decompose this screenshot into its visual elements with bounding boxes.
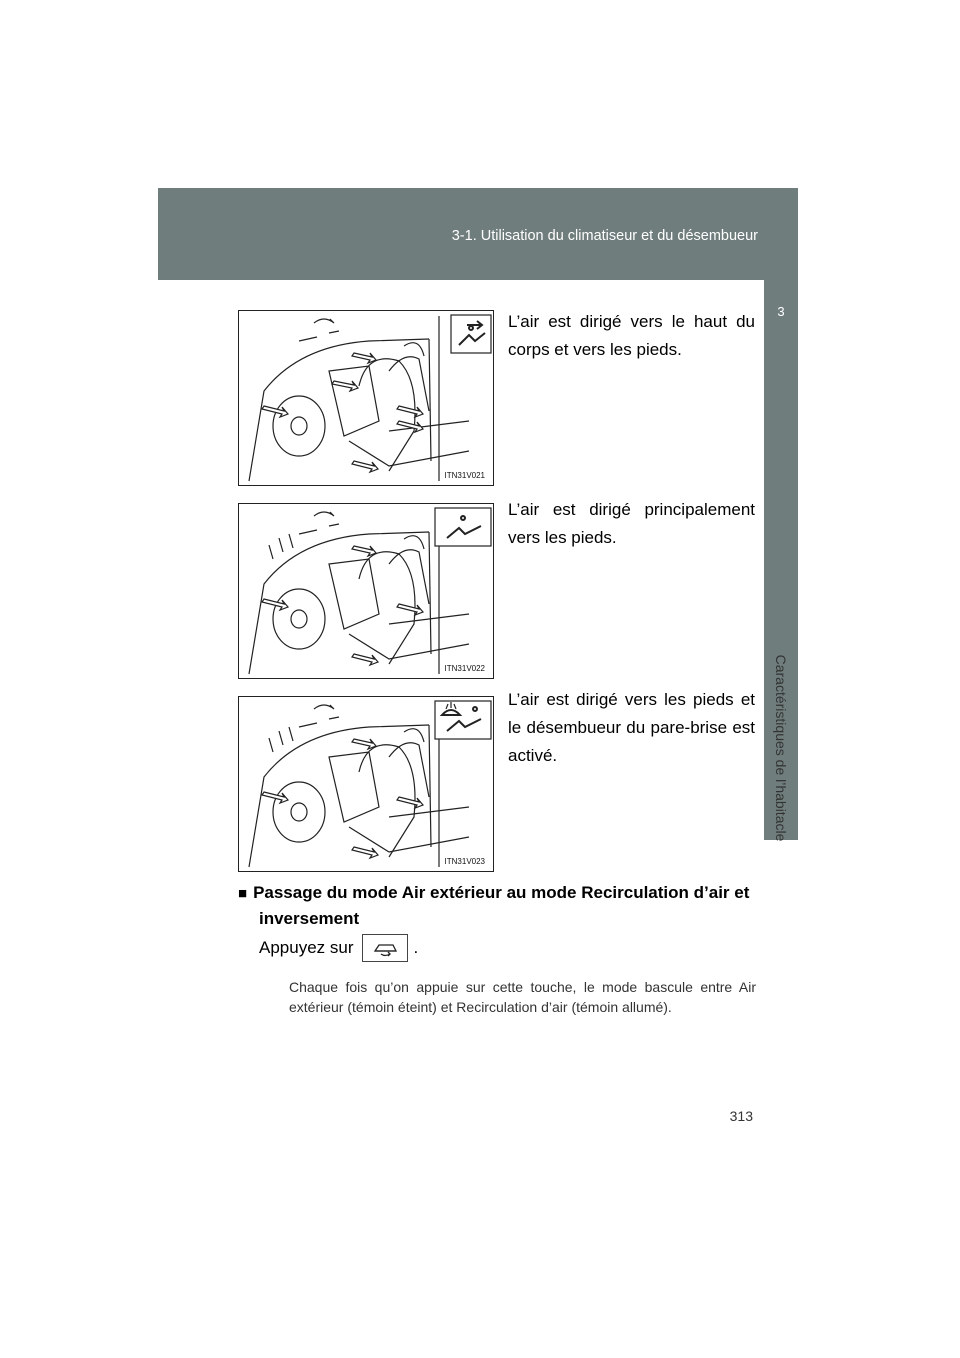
figure-code: ITN31V021	[444, 471, 485, 480]
car-interior-illustration	[239, 311, 495, 487]
figure-description: L’air est dirigé vers le haut du corps et vers les pieds.	[508, 312, 755, 359]
instruction-text: Appuyez sur	[259, 938, 354, 957]
figure-feet	[238, 503, 494, 679]
car-interior-illustration	[239, 697, 495, 873]
section-bullet: ■	[238, 885, 248, 902]
recirculation-icon	[363, 935, 407, 961]
feet-defrost-mode-icon	[435, 701, 491, 739]
figure-description: L’air est dirigé principalement vers les pieds.	[508, 500, 755, 547]
page-number: 313	[729, 1108, 753, 1124]
section-title-line2: inversement	[259, 909, 360, 928]
instruction-end: .	[413, 938, 419, 957]
car-interior-illustration	[239, 504, 495, 680]
header-title: 3-1. Utilisation du climatiseur et du désembueur	[451, 228, 758, 244]
chapter-number: 3	[777, 304, 785, 319]
press-instruction	[259, 934, 418, 962]
figure-code: ITN31V023	[444, 857, 485, 866]
feet-mode-icon	[435, 508, 491, 546]
figure-face-feet	[238, 310, 494, 486]
figure-description: L’air est dirigé vers les pieds et le désembueur du pare-brise est activé.	[508, 690, 755, 765]
section-title-line1: Passage du mode Air extérieur au mode Recirculation d’air et	[253, 883, 750, 902]
figure-code: ITN31V022	[444, 664, 485, 673]
figure-feet-defrost	[238, 696, 494, 872]
section-heading	[238, 880, 758, 931]
note-text: Chaque fois qu’on appuie sur cette touche, le mode bascule entre Air extérieur (témoin éteint) et Recirculation d’air (témoin allumé).	[289, 979, 756, 1015]
chapter-label: Caractéristiques de l’habitacle	[773, 654, 789, 842]
recirculation-button-keycap	[362, 934, 408, 962]
header-bar	[158, 188, 798, 280]
